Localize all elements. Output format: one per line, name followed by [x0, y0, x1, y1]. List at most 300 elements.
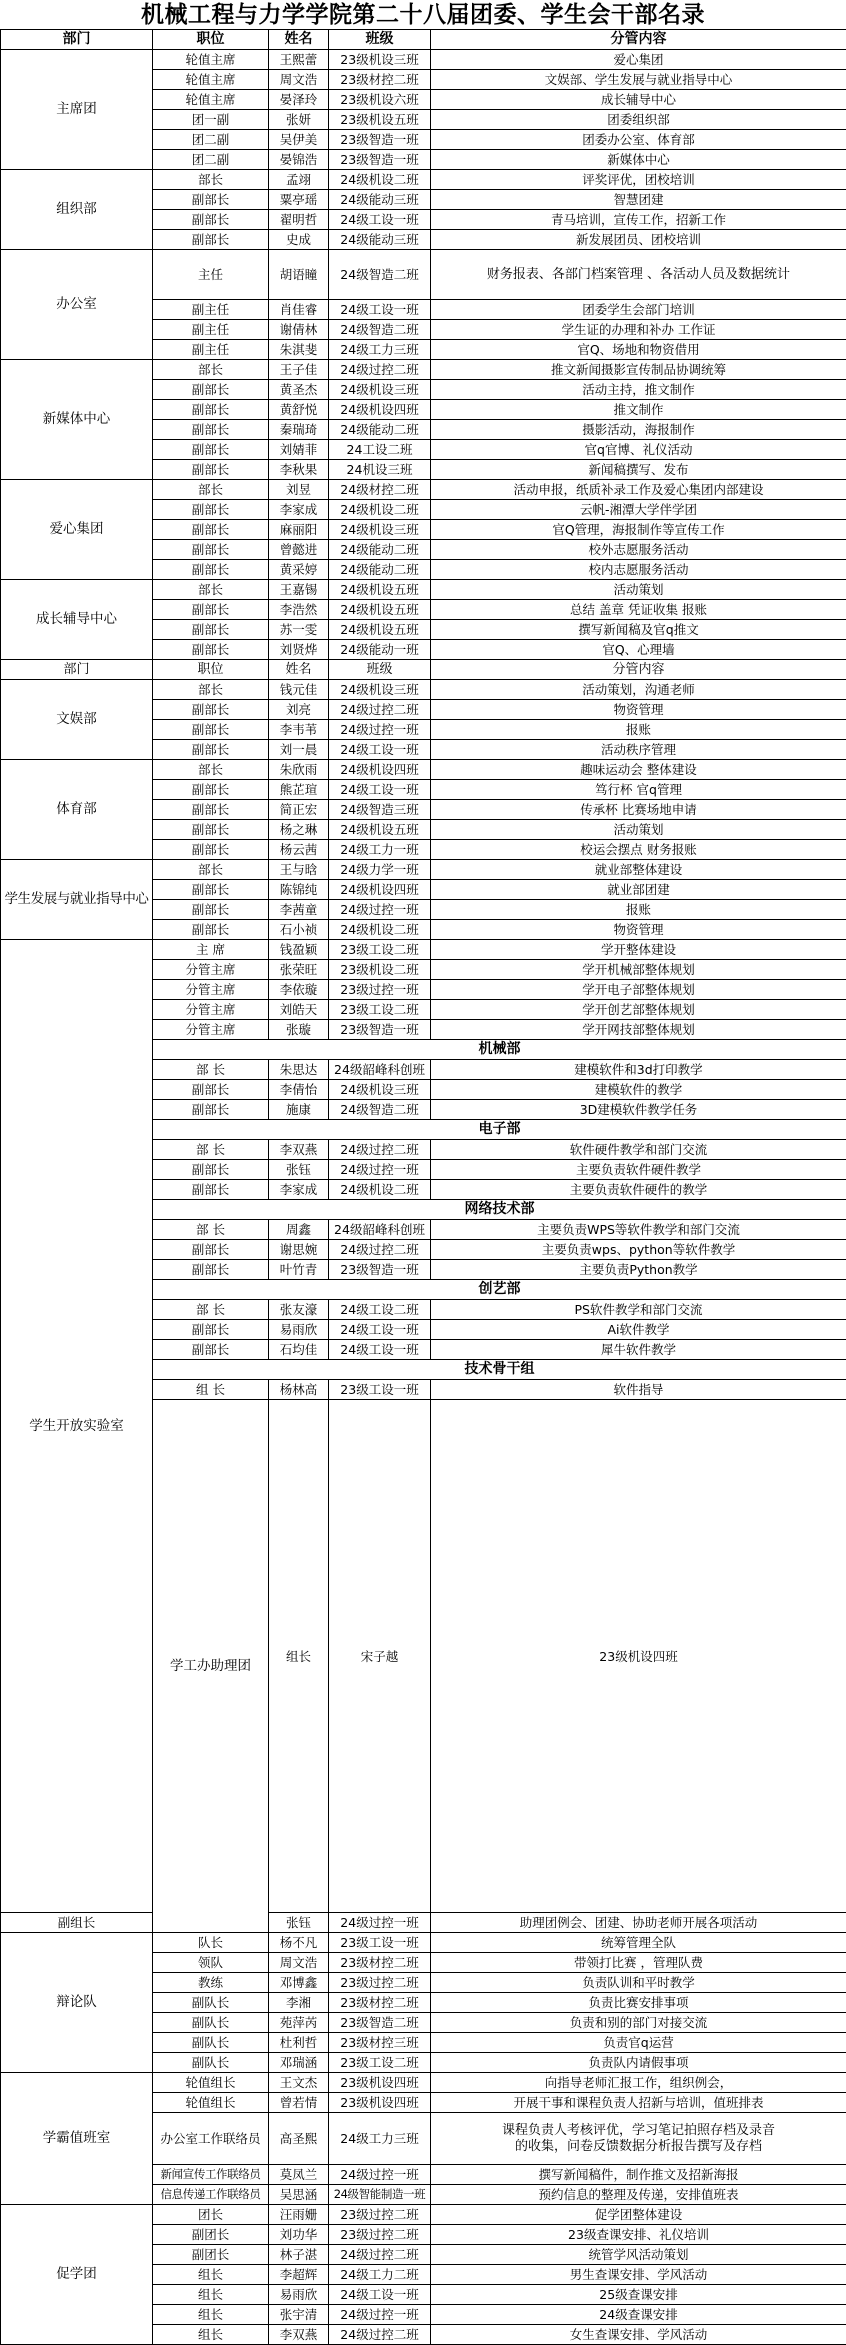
name-cell: 李茜童	[269, 900, 329, 920]
name-cell: 朱欣雨	[269, 760, 329, 780]
class-cell: 24级能动一班	[329, 640, 431, 660]
position-cell: 轮值组长	[153, 2073, 269, 2093]
position-cell: 团二副	[153, 150, 269, 170]
class-cell: 24级过控一班	[329, 1160, 431, 1180]
position-cell: 副队长	[153, 2053, 269, 2073]
name-cell: 李家成	[269, 1180, 329, 1200]
duty-cell: 摄影活动，海报制作	[431, 420, 846, 440]
position-cell: 副部长	[153, 500, 269, 520]
duty-cell: 新媒体中心	[431, 150, 846, 170]
position-cell: 团一副	[153, 110, 269, 130]
position-cell: 副部长	[153, 620, 269, 640]
position-cell: 副部长	[153, 1180, 269, 1200]
name-cell: 李依璇	[269, 980, 329, 1000]
class-cell: 23级过控一班	[329, 980, 431, 1000]
position-cell: 部长	[153, 170, 269, 190]
table-row	[1, 250, 846, 300]
table-row	[1, 760, 846, 780]
position-cell: 副部长	[153, 900, 269, 920]
subsection-title: 技术骨干组	[153, 1360, 846, 1380]
duty-cell: 就业部整体建设	[431, 860, 846, 880]
position-cell: 分管主席	[153, 980, 269, 1000]
duty-cell: 课程负责人考核评优，学习笔记拍照存档及录音的收集，问卷反馈数据分析报告撰写及存档	[431, 2113, 846, 2165]
position-cell: 部长	[153, 760, 269, 780]
class-cell: 23级过控二班	[329, 2205, 431, 2225]
name-cell: 邓博鑫	[269, 1973, 329, 1993]
name-cell: 肖佳睿	[269, 300, 329, 320]
position-cell: 副部长	[153, 1240, 269, 1260]
duty-cell: 云帆-湘潭大学伴学团	[431, 500, 846, 520]
duty-cell: 活动策划	[431, 580, 846, 600]
position-cell: 分管主席	[153, 1020, 269, 1040]
duty-cell: 就业部团建	[431, 880, 846, 900]
class-cell: 24级工力一班	[329, 840, 431, 860]
position-cell: 副部长	[153, 400, 269, 420]
class-cell: 23级机设四班	[431, 1400, 846, 1913]
name-cell: 杨云茜	[269, 840, 329, 860]
class-cell: 23级工设二班	[329, 940, 431, 960]
name-cell: 秦瑞琦	[269, 420, 329, 440]
class-cell: 23级机设四班	[329, 2073, 431, 2093]
class-cell: 24级工设一班	[329, 740, 431, 760]
name-cell: 吴伊美	[269, 130, 329, 150]
name-cell: 刘皓天	[269, 1000, 329, 1020]
class-cell: 23级过控二班	[329, 1973, 431, 1993]
class-cell: 24级机设五班	[329, 580, 431, 600]
position-cell: 副部长	[153, 1160, 269, 1180]
duty-cell: 负责官q运营	[431, 2033, 846, 2053]
class-cell: 24级过控二班	[329, 2245, 431, 2265]
name-cell: 粟亭瑶	[269, 190, 329, 210]
class-cell: 23级材控二班	[329, 1993, 431, 2013]
department-cell: 文娱部	[1, 680, 153, 760]
table-row	[1, 2205, 846, 2225]
duty-cell: PS软件教学和部门交流	[431, 1300, 846, 1320]
position-cell: 组长	[153, 2325, 269, 2345]
position-cell: 轮值组长	[153, 2093, 269, 2113]
class-cell: 24级过控一班	[329, 900, 431, 920]
department-cell: 爱心集团	[1, 480, 153, 580]
position-cell: 新闻宣传工作联络员	[153, 2165, 269, 2185]
class-cell: 24级过控二班	[329, 700, 431, 720]
class-cell: 24级过控一班	[329, 720, 431, 740]
duty-cell: 新发展团员、团校培训	[431, 230, 846, 250]
class-cell: 23级智造二班	[329, 2013, 431, 2033]
duty-cell: 报账	[431, 720, 846, 740]
department-cell: 成长辅导中心	[1, 580, 153, 660]
class-cell: 23级机设二班	[329, 960, 431, 980]
duty-cell: 负责队训和平时教学	[431, 1973, 846, 1993]
duty-cell: 学开网技部整体规划	[431, 1020, 846, 1040]
class-cell: 24级智造二班	[329, 320, 431, 340]
name-cell: 张宇清	[269, 2305, 329, 2325]
position-cell: 主 席	[153, 940, 269, 960]
duty-cell: 学开机械部整体规划	[431, 960, 846, 980]
position-cell: 轮值主席	[153, 70, 269, 90]
class-cell: 24级机设三班	[329, 520, 431, 540]
table-row	[1, 480, 846, 500]
name-cell: 熊芷瑄	[269, 780, 329, 800]
duty-cell: 主要负责WPS等软件教学和部门交流	[431, 1220, 846, 1240]
class-cell: 24工设二班	[329, 440, 431, 460]
duty-cell: 校运会摆点 财务报账	[431, 840, 846, 860]
class-cell: 24级工设一班	[329, 780, 431, 800]
name-cell: 石均佳	[269, 1340, 329, 1360]
class-cell: 23级材控二班	[329, 1953, 431, 1973]
name-cell: 简正宏	[269, 800, 329, 820]
department-cell: 学生开放实验室	[1, 940, 153, 1913]
class-cell: 24级机设二班	[329, 1180, 431, 1200]
position-cell: 领队	[153, 1953, 269, 1973]
duty-cell: 团委办公室、体育部	[431, 130, 846, 150]
duty-cell: 带领打比赛 ，管理队费	[431, 1953, 846, 1973]
position-cell: 办公室工作联络员	[153, 2113, 269, 2165]
class-cell: 24级韶峰科创班	[329, 1060, 431, 1080]
duty-cell: 23级查课安排、礼仪培训	[431, 2225, 846, 2245]
name-cell: 苏一雯	[269, 620, 329, 640]
position-cell: 副部长	[153, 840, 269, 860]
class-cell: 24级智能制造一班	[329, 2185, 431, 2205]
name-cell: 莫凤兰	[269, 2165, 329, 2185]
duty-cell: 活动主持，推文制作	[431, 380, 846, 400]
name-cell: 晏锦浩	[269, 150, 329, 170]
table-row	[1, 940, 846, 960]
position-cell: 团二副	[153, 130, 269, 150]
name-cell: 史成	[269, 230, 329, 250]
duty-cell: 活动秩序管理	[431, 740, 846, 760]
position-cell: 副部长	[153, 540, 269, 560]
duty-cell: 校内志愿服务活动	[431, 560, 846, 580]
name-cell: 王嘉锡	[269, 580, 329, 600]
name-cell: 刘昱	[269, 480, 329, 500]
name-cell: 杨林高	[269, 1380, 329, 1400]
position-cell: 副部长	[153, 560, 269, 580]
position-cell: 副队长	[153, 2033, 269, 2053]
name-cell: 黄圣杰	[269, 380, 329, 400]
position-cell: 部长	[153, 360, 269, 380]
position-cell: 副部长	[153, 600, 269, 620]
name-cell: 李韦苇	[269, 720, 329, 740]
name-cell: 朱思达	[269, 1060, 329, 1080]
position-cell: 组 长	[153, 1380, 269, 1400]
duty-cell: 助理团例会、团建、协助老师开展各项活动	[431, 1913, 846, 1933]
position-cell: 主任	[153, 250, 269, 300]
class-cell: 24级机设四班	[329, 760, 431, 780]
name-cell: 易雨欣	[269, 2285, 329, 2305]
position-cell: 组长	[153, 2285, 269, 2305]
class-cell: 24级材控二班	[329, 480, 431, 500]
duty-cell: 活动策划	[431, 820, 846, 840]
duty-cell: 软件指导	[431, 1380, 846, 1400]
class-cell: 23级材控二班	[329, 70, 431, 90]
table-row	[1, 860, 846, 880]
duty-cell: 统筹管理全队	[431, 1933, 846, 1953]
position-cell: 分管主席	[153, 1000, 269, 1020]
page-title: 机械工程与力学学院第二十八届团委、学生会干部名录	[0, 2, 846, 28]
class-cell: 24级工设一班	[329, 300, 431, 320]
duty-cell: 犀牛软件教学	[431, 1340, 846, 1360]
name-cell: 钱元佳	[269, 680, 329, 700]
duty-cell: 报账	[431, 900, 846, 920]
duty-cell: 笃行杯 官q管理	[431, 780, 846, 800]
position-cell: 副部长	[153, 420, 269, 440]
duty-cell: 爱心集团	[431, 50, 846, 70]
duty-cell: 推文制作	[431, 400, 846, 420]
duty-cell: 撰写新闻稿及官q推文	[431, 620, 846, 640]
name-cell: 杨之琳	[269, 820, 329, 840]
name-cell: 李家成	[269, 500, 329, 520]
subsection-title: 机械部	[153, 1040, 846, 1060]
department-cell: 辩论队	[1, 1933, 153, 2073]
class-cell: 24级能动二班	[329, 560, 431, 580]
duty-cell: 学开整体建设	[431, 940, 846, 960]
class-cell: 23级智造一班	[329, 130, 431, 150]
class-cell: 23级工设二班	[329, 2053, 431, 2073]
duty-cell: 主要负责Python教学	[431, 1260, 846, 1280]
position-cell: 副队长	[153, 1993, 269, 2013]
class-cell: 24级工设一班	[329, 1340, 431, 1360]
class-cell: 24级智造二班	[329, 1100, 431, 1120]
name-cell: 谢思婉	[269, 1240, 329, 1260]
position-cell: 副部长	[153, 820, 269, 840]
duty-cell: 学开电子部整体规划	[431, 980, 846, 1000]
department-cell: 学霸值班室	[1, 2073, 153, 2205]
position-cell: 副组长	[1, 1913, 153, 1933]
roster-table	[0, 29, 846, 2345]
position-cell: 副部长	[153, 1260, 269, 1280]
position-cell: 部 长	[153, 1300, 269, 1320]
department-cell: 促学团	[1, 2205, 153, 2345]
name-cell: 陈锦纯	[269, 880, 329, 900]
class-cell: 24级力学一班	[329, 860, 431, 880]
class-cell: 24级工设二班	[329, 1300, 431, 1320]
class-cell: 24级过控一班	[329, 2305, 431, 2325]
name-cell: 王与晗	[269, 860, 329, 880]
position-cell: 轮值主席	[153, 50, 269, 70]
name-cell: 高圣熙	[269, 2113, 329, 2165]
duty-cell: 主要负责软件硬件的教学	[431, 1180, 846, 1200]
class-cell: 24级工设一班	[329, 2285, 431, 2305]
position-cell: 副团长	[153, 2225, 269, 2245]
name-cell: 翟明哲	[269, 210, 329, 230]
department-cell: 体育部	[1, 760, 153, 860]
position-cell: 副部长	[153, 380, 269, 400]
header-class: 班级	[329, 30, 431, 50]
duty-cell: 校外志愿服务活动	[431, 540, 846, 560]
position-cell: 副部长	[153, 460, 269, 480]
name-cell: 黄舒悦	[269, 400, 329, 420]
class-cell: 23级机设三班	[329, 50, 431, 70]
position-cell: 组长	[153, 2305, 269, 2325]
name-cell: 刘贤烨	[269, 640, 329, 660]
position-cell: 部 长	[153, 1220, 269, 1240]
duty-cell: 成长辅导中心	[431, 90, 846, 110]
subsection-title: 网络技术部	[153, 1200, 846, 1220]
name-cell: 杜利哲	[269, 2033, 329, 2053]
position-cell: 副部长	[153, 210, 269, 230]
class-cell: 24级机设二班	[329, 500, 431, 520]
position-cell: 团长	[153, 2205, 269, 2225]
duty-cell: Ai软件教学	[431, 1320, 846, 1340]
class-cell: 24级过控二班	[329, 1240, 431, 1260]
name-cell: 周文浩	[269, 70, 329, 90]
duty-cell: 学开创艺部整体规划	[431, 1000, 846, 1020]
duty-cell: 文娱部、学生发展与就业指导中心	[431, 70, 846, 90]
position-cell: 部长	[153, 860, 269, 880]
class-cell: 24级机设五班	[329, 600, 431, 620]
position-cell: 队长	[153, 1933, 269, 1953]
name-cell: 曾若情	[269, 2093, 329, 2113]
position-cell: 副部长	[153, 920, 269, 940]
duty-cell: 促学团整体建设	[431, 2205, 846, 2225]
name-cell: 施康	[269, 1100, 329, 1120]
position-cell: 副主任	[153, 320, 269, 340]
position-cell: 部长	[153, 580, 269, 600]
name-cell: 晏泽玲	[269, 90, 329, 110]
duty-cell: 新闻稿撰写、发布	[431, 460, 846, 480]
header-name: 姓名	[269, 660, 329, 680]
duty-cell: 向指导老师汇报工作，组织例会，	[431, 2073, 846, 2093]
header-duty: 分管内容	[431, 660, 846, 680]
name-cell: 李湘	[269, 1993, 329, 2013]
table-row	[1, 680, 846, 700]
header-class: 班级	[329, 660, 431, 680]
name-cell: 吴思涵	[269, 2185, 329, 2205]
header-position: 职位	[153, 660, 269, 680]
position-cell: 副团长	[153, 2245, 269, 2265]
header-duty: 分管内容	[431, 30, 846, 50]
table-row	[1, 50, 846, 70]
position-cell: 副部长	[153, 640, 269, 660]
position-cell: 副部长	[153, 740, 269, 760]
name-cell: 王文杰	[269, 2073, 329, 2093]
duty-cell: 团委学生会部门培训	[431, 300, 846, 320]
position-cell: 副部长	[153, 1100, 269, 1120]
name-cell: 黄采婷	[269, 560, 329, 580]
duty-cell: 女生查课安排、学风活动	[431, 2325, 846, 2345]
class-cell: 23级机设六班	[329, 90, 431, 110]
duty-cell: 官Q、心理墙	[431, 640, 846, 660]
class-cell: 23级智造一班	[329, 1260, 431, 1280]
name-cell: 张妍	[269, 110, 329, 130]
position-cell: 副队长	[153, 2013, 269, 2033]
name-cell: 曾懿进	[269, 540, 329, 560]
class-cell: 23级过控二班	[329, 2225, 431, 2245]
name-cell: 李双燕	[269, 2325, 329, 2345]
name-cell: 朱淇斐	[269, 340, 329, 360]
position-cell: 部长	[153, 480, 269, 500]
name-cell: 张钰	[269, 1160, 329, 1180]
duty-cell: 评奖评优，团校培训	[431, 170, 846, 190]
table-row	[1, 170, 846, 190]
class-cell: 24级过控二班	[329, 2325, 431, 2345]
duty-cell: 建模软件和3d打印教学	[431, 1060, 846, 1080]
class-cell: 24级机设二班	[329, 170, 431, 190]
position-cell: 副部长	[153, 880, 269, 900]
duty-cell: 统管学风活动策划	[431, 2245, 846, 2265]
class-cell: 24级过控一班	[329, 2165, 431, 2185]
duty-cell: 物资管理	[431, 920, 846, 940]
class-cell: 24级机设三班	[329, 380, 431, 400]
position-cell: 部 长	[153, 1140, 269, 1160]
class-cell: 24级能动二班	[329, 420, 431, 440]
class-cell: 23级工设一班	[329, 1380, 431, 1400]
name-cell: 易雨欣	[269, 1320, 329, 1340]
name-cell: 钱盈颖	[269, 940, 329, 960]
duty-cell: 软件硬件教学和部门交流	[431, 1140, 846, 1160]
name-cell: 王子佳	[269, 360, 329, 380]
department-cell: 学工办助理团	[153, 1400, 269, 1933]
name-cell: 周文浩	[269, 1953, 329, 1973]
subsection-title: 电子部	[153, 1120, 846, 1140]
name-cell: 张友濠	[269, 1300, 329, 1320]
department-cell: 主席团	[1, 50, 153, 170]
duty-cell: 主要负责软件硬件教学	[431, 1160, 846, 1180]
position-cell: 副部长	[153, 440, 269, 460]
duty-cell: 男生查课安排、学风活动	[431, 2265, 846, 2285]
class-cell: 23级智造一班	[329, 1020, 431, 1040]
position-cell: 副部长	[153, 720, 269, 740]
class-cell: 24级工力三班	[329, 2113, 431, 2165]
position-cell: 部 长	[153, 1060, 269, 1080]
name-cell: 张璇	[269, 1020, 329, 1040]
name-cell: 李秋果	[269, 460, 329, 480]
name-cell: 叶竹青	[269, 1260, 329, 1280]
subsection-title: 创艺部	[153, 1280, 846, 1300]
name-cell: 张钰	[269, 1913, 329, 1933]
name-cell: 刘一晨	[269, 740, 329, 760]
position-cell: 组长	[269, 1400, 329, 1913]
class-cell: 23级机设四班	[329, 2093, 431, 2113]
name-cell: 苑萍芮	[269, 2013, 329, 2033]
position-cell: 组长	[153, 2265, 269, 2285]
duty-cell: 官Q管理，海报制作等宣传工作	[431, 520, 846, 540]
name-cell: 邓瑞涵	[269, 2053, 329, 2073]
duty-cell: 团委组织部	[431, 110, 846, 130]
position-cell: 副主任	[153, 300, 269, 320]
position-cell: 副部长	[153, 1080, 269, 1100]
name-cell: 石小祯	[269, 920, 329, 940]
header-row-repeat	[1, 660, 846, 680]
duty-cell: 活动申报，纸质补录工作及爱心集团内部建设	[431, 480, 846, 500]
department-cell: 组织部	[1, 170, 153, 250]
name-cell: 刘婧菲	[269, 440, 329, 460]
duty-cell: 智慧团建	[431, 190, 846, 210]
class-cell: 23级智造一班	[329, 150, 431, 170]
position-cell: 副部长	[153, 800, 269, 820]
class-cell: 24级机设二班	[329, 920, 431, 940]
name-cell: 刘功华	[269, 2225, 329, 2245]
department-cell: 办公室	[1, 250, 153, 360]
class-cell: 23级机设五班	[329, 110, 431, 130]
class-cell: 24机设三班	[329, 460, 431, 480]
duty-cell: 主要负责wps、python等软件教学	[431, 1240, 846, 1260]
duty-cell: 官Q、场地和物资借用	[431, 340, 846, 360]
class-cell: 23级工设二班	[329, 1000, 431, 1020]
name-cell: 汪雨姗	[269, 2205, 329, 2225]
position-cell: 副部长	[153, 780, 269, 800]
duty-cell: 负责队内请假事项	[431, 2053, 846, 2073]
position-cell: 副主任	[153, 340, 269, 360]
class-cell: 24级韶峰科创班	[329, 1220, 431, 1240]
duty-cell: 财务报表、各部门档案管理 、各活动人员及数据统计	[431, 250, 846, 300]
position-cell: 教练	[153, 1973, 269, 1993]
class-cell: 24级机设三班	[329, 1080, 431, 1100]
duty-cell: 总结 盖章 凭证收集 报账	[431, 600, 846, 620]
class-cell: 23级工设一班	[329, 1933, 431, 1953]
position-cell: 副部长	[153, 1340, 269, 1360]
position-cell: 部长	[153, 680, 269, 700]
